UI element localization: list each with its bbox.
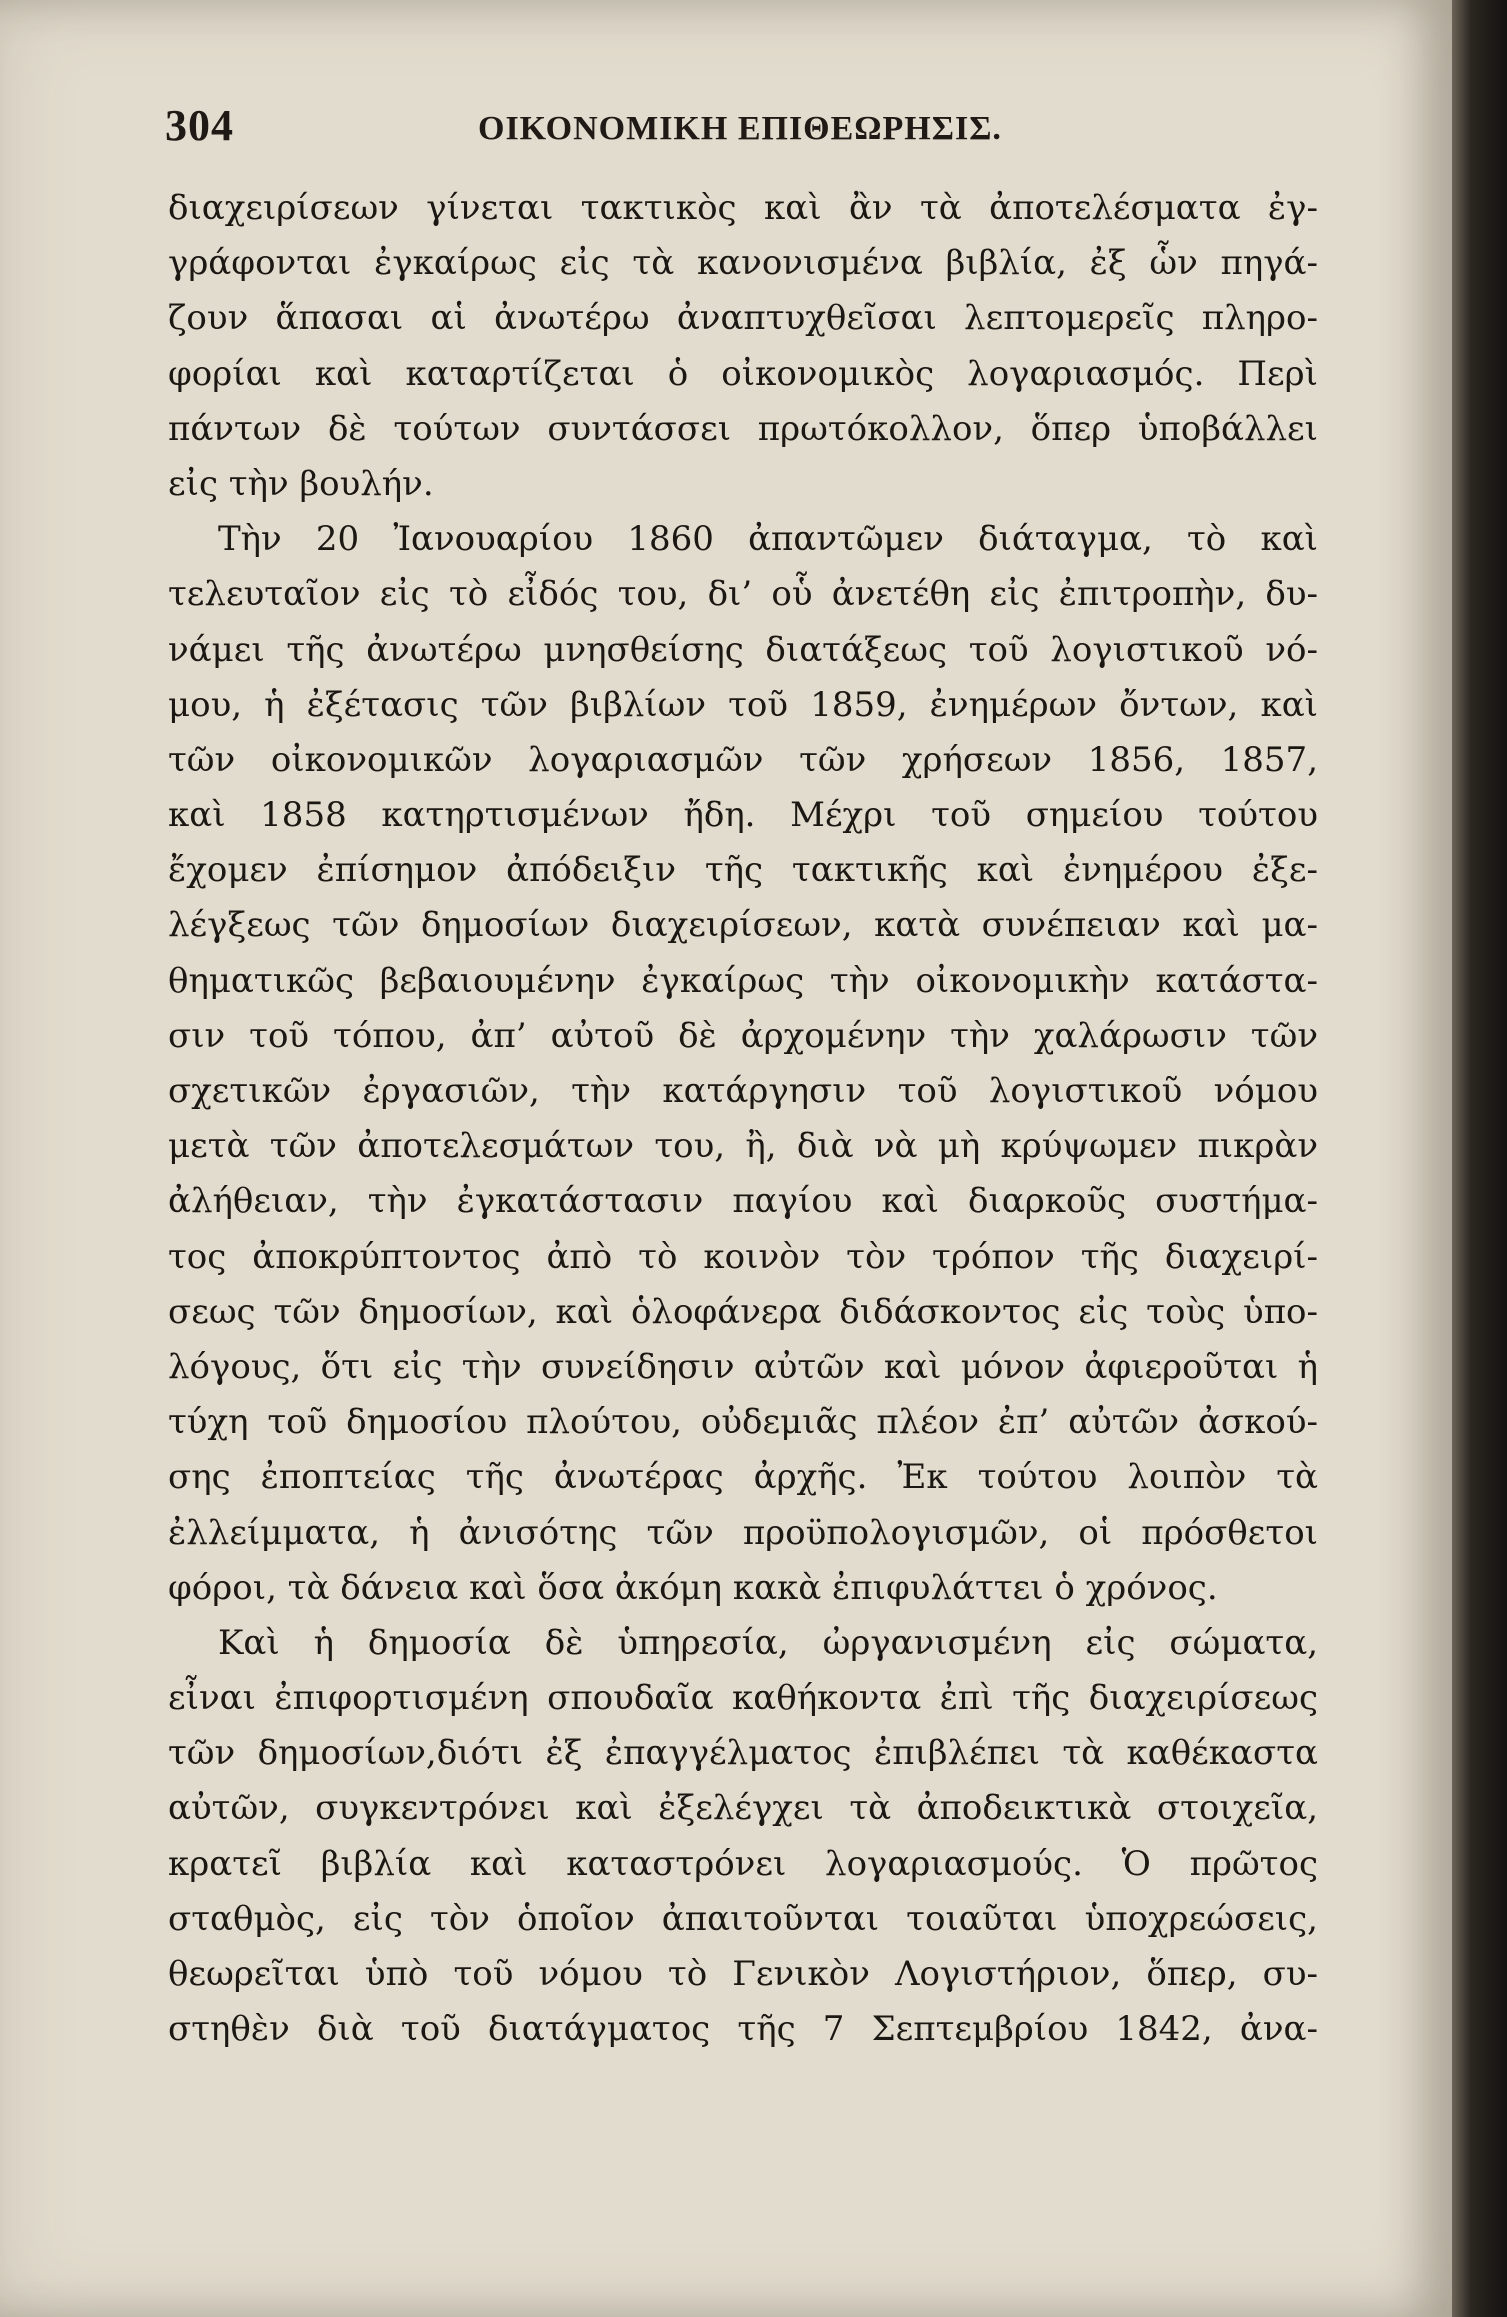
running-title: ΟΙΚΟΝΟΜΙΚΗ ΕΠΙΘΕΩΡΗΣΙΣ. (478, 110, 1002, 147)
text-line: λέγξεως τῶν δημοσίων διαχειρίσεων, κατὰ συνέπειαν καὶ μα- (168, 905, 1318, 946)
text-line: τῶν οἰκονομικῶν λογαριασμῶν τῶν χρήσεων 1856, 1857, (168, 739, 1318, 780)
text-line: ζουν ἅπασαι αἱ ἀνωτέρω ἀναπτυχθεῖσαι λεπτομερεῖς πληρο- (168, 298, 1318, 339)
text-line: διαχειρίσεων γίνεται τακτικὸς καὶ ἂν τὰ ἀποτελέσματα ἐγ- (168, 188, 1318, 228)
text-line: κρατεῖ βιβλία καὶ καταστρόνει λογαριασμούς. Ὁ πρῶτος (168, 1843, 1318, 1884)
text-line: τῶν δημοσίων,διότι ἐξ ἐπαγγέλματος ἐπιβλέπει τὰ καθέκαστα (168, 1733, 1318, 1774)
text-line: σιν τοῦ τόπου, ἀπ’ αὐτοῦ δὲ ἀρχομένην τὴν χαλάρωσιν τῶν (168, 1015, 1318, 1056)
page-header (165, 100, 1315, 160)
text-line: τύχη τοῦ δημοσίου πλούτου, οὐδεμιᾶς πλέον ἐπ’ αὐτῶν ἀσκού- (168, 1402, 1318, 1443)
text-line: φορίαι καὶ καταρτίζεται ὁ οἰκονομικὸς λογαριασμός. Περὶ (168, 353, 1318, 394)
text-line: τος ἀποκρύπτοντος ἀπὸ τὸ κοινὸν τὸν τρόπον τῆς διαχειρί- (168, 1236, 1318, 1277)
text-line: σχετικῶν ἐργασιῶν, τὴν κατάργησιν τοῦ λογιστικοῦ νόμου (168, 1071, 1318, 1111)
text-line: σεως τῶν δημοσίων, καὶ ὁλοφάνερα διδάσκοντος εἰς τοὺς ὑπο- (168, 1291, 1318, 1332)
text-line: λόγους, ὅτι εἰς τὴν συνείδησιν αὐτῶν καὶ μόνον ἀφιεροῦται ἡ (168, 1346, 1318, 1387)
text-line: μετὰ τῶν ἀποτελεσμάτων του, ἢ, διὰ νὰ μὴ κρύψωμεν πικρὰν (168, 1126, 1318, 1167)
text-line: αὐτῶν, συγκεντρόνει καὶ ἐξελέγχει τὰ ἀποδεικτικὰ στοιχεῖα, (168, 1788, 1318, 1829)
body-text (168, 181, 1318, 2057)
page-number: 304 (165, 101, 234, 150)
text-line: στηθὲν διὰ τοῦ διατάγματος τῆς 7 Σεπτεμβρίου 1842, ἀνα- (168, 2009, 1318, 2050)
text-line: νάμει τῆς ἀνωτέρω μνησθείσης διατάξεως τοῦ λογιστικοῦ νό- (168, 629, 1318, 670)
text-line: ἐλλείμματα, ἡ ἀνισότης τῶν προϋπολογισμῶν, οἱ πρόσθετοι (168, 1512, 1318, 1553)
text-line: θεωρεῖται ὑπὸ τοῦ νόμου τὸ Γενικὸν Λογιστήριον, ὅπερ, συ- (168, 1954, 1318, 1994)
text-line: σης ἐποπτείας τῆς ἀνωτέρας ἀρχῆς. Ἐκ τούτου λοιπὸν τὰ (168, 1457, 1318, 1498)
text-line: καὶ 1858 κατηρτισμένων ἤδη. Μέχρι τοῦ σημείου τούτου (168, 795, 1318, 836)
text-line: μου, ἡ ἐξέτασις τῶν βιβλίων τοῦ 1859, ἐνημέρων ὄντων, καὶ (168, 684, 1318, 725)
paragraph-end-line: εἰς τὴν βουλήν. (168, 463, 434, 504)
text-line: ἀλήθειαν, τὴν ἐγκατάστασιν παγίου καὶ διαρκοῦς συστήμα- (168, 1181, 1318, 1222)
text-line: θηματικῶς βεβαιουμένην ἐγκαίρως τὴν οἰκονομικὴν κατάστα- (168, 960, 1318, 1001)
book-binding-edge (1452, 0, 1507, 2317)
text-line: ἔχομεν ἐπίσημον ἀπόδειξιν τῆς τακτικῆς καὶ ἐνημέρου ἐξε- (168, 850, 1318, 891)
text-line: γράφονται ἐγκαίρως εἰς τὰ κανονισμένα βιβλία, ἐξ ὧν πηγά- (168, 243, 1318, 284)
text-line: εἶναι ἐπιφορτισμένη σπουδαῖα καθήκοντα ἐπὶ τῆς διαχειρίσεως (168, 1678, 1318, 1719)
text-line: πάντων δὲ τούτων συντάσσει πρωτόκολλον, ὅπερ ὑποβάλλει (168, 408, 1318, 449)
paragraph-start-line: Καὶ ἡ δημοσία δὲ ὑπηρεσία, ὠργανισμένη εἰς σώματα, (218, 1622, 1318, 1663)
text-line: σταθμὸς, εἰς τὸν ὁποῖον ἀπαιτοῦνται τοιαῦται ὑποχρεώσεις, (168, 1898, 1318, 1939)
paragraph-start-line: Τὴν 20 Ἰανουαρίου 1860 ἀπαντῶμεν διάταγμα, τὸ καὶ (218, 519, 1318, 560)
paragraph-end-line: φόροι, τὰ δάνεια καὶ ὅσα ἀκόμη κακὰ ἐπιφυλάττει ὁ χρόνος. (168, 1567, 1218, 1608)
text-line: τελευταῖον εἰς τὸ εἶδός του, δι’ οὗ ἀνετέθη εἰς ἐπιτροπὴν, δυ- (168, 574, 1318, 615)
